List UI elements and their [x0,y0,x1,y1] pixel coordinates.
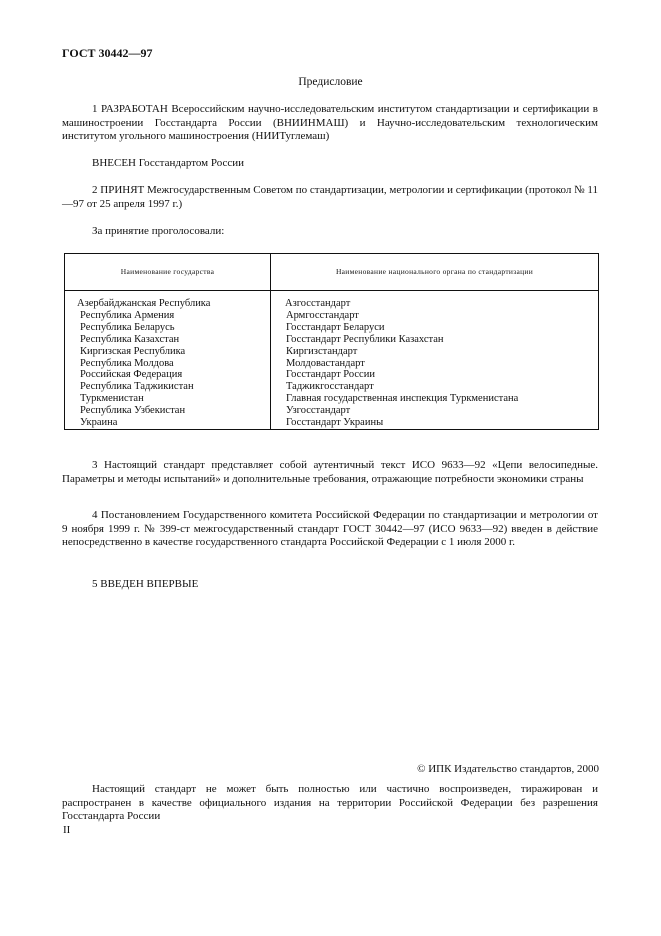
document-header: ГОСТ 30442—97 [62,46,153,60]
section-5: 5 ВВЕДЕН ВПЕРВЫЕ [92,578,199,590]
list-item: Госстандарт Республики Казахстан [286,333,444,345]
list-item: Российская Федерация [80,369,183,381]
states-list [65,291,271,430]
list-item: Киргизстандарт [286,345,358,357]
list-item: Республика Беларусь [80,321,175,333]
list-item: Республика Таджикистан [80,381,194,393]
list-item: Туркменистан [80,393,144,405]
section-4-text: 4 Постановлением Государственного комитета Российской Федерации по стандартизации и метрологии от 9 ноября 1999 г. № 399-ст межгосударственный стандарт ГОСТ 30442—97 (ИСО 9633—92) введен в действие непосредственно в качестве государственного стандарта Российской Федерации с 1 июля 2000 г. [62,509,598,548]
list-item: Госстандарт России [286,369,375,381]
introduced-by: ВНЕСЕН Госстандартом России [92,157,245,169]
list-item: Узгосстандарт [286,405,351,417]
list-item: Республика Армения [80,309,175,321]
list-item: Госстандарт Беларуси [286,321,385,333]
table-body-row [65,291,599,430]
list-item: Республика Казахстан [80,333,180,345]
list-item: Киргизская Республика [80,345,186,357]
list-item: Молдовастандарт [286,357,365,369]
list-item: Госстандарт Украины [286,417,384,429]
bodies-list [271,291,599,430]
list-item: Армгосстандарт [286,309,359,321]
table-header-row [65,254,599,291]
list-item: Азгосстандарт [285,298,351,309]
list-item: Таджикгосстандарт [286,381,374,393]
section-2-text: 2 ПРИНЯТ Межгосударственным Советом по стандартизации, метрологии и сертификации (протокол № 11—97 от 25 апреля 1997 г.) [62,184,598,210]
section-4 [62,509,598,550]
page-title: Предисловие [298,76,363,88]
copyright: © ИПК Издательство стандартов, 2000 [417,763,599,775]
table-header-body: Наименование национального органа по стандартизации [271,254,599,291]
list-item: Республика Молдова [80,357,174,369]
section-1-text: 1 РАЗРАБОТАН Всероссийским научно-исследовательским институтом стандартизации и сертификации в машиностроении Госстандарта России (ВНИИНМАШ) и Научно-исследовательским технологическим институтом угольного машиностроения (НИИТуглемаш) [62,103,598,142]
voted-caption: За принятие проголосовали: [92,225,225,237]
reproduction-notice [62,783,598,824]
list-item: Республика Узбекистан [80,405,186,417]
section-2 [62,184,598,211]
section-3-text: 3 Настоящий стандарт представляет собой аутентичный текст ИСО 9633—92 «Цепи велосипедные. Параметры и методы испытаний» и дополнительные требования, отражающие потребности экономики страны [62,459,598,485]
list-item: Украина [80,417,118,429]
page-number: II [63,824,71,836]
voting-table [64,253,599,430]
section-3 [62,459,598,486]
list-item: Главная государственная инспекция Туркменистана [286,393,519,405]
list-item: Азербайджанская Республика [77,298,211,309]
table-header-state: Наименование государства [65,254,271,291]
reproduction-notice-text: Настоящий стандарт не может быть полностью или частично воспроизведен, тиражирован и распространен в качестве официального издания на территории Российской Федерации без разрешения Госстандарта России [62,783,598,822]
section-1 [62,103,598,144]
